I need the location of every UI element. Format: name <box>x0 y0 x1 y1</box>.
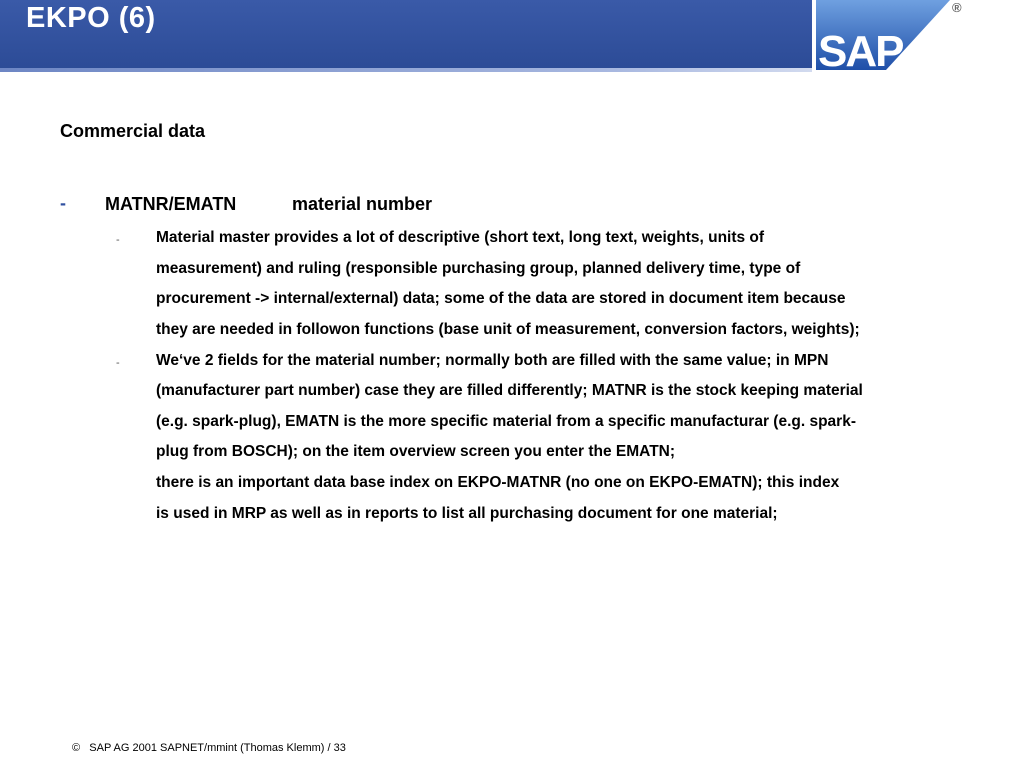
sap-logo-icon <box>812 0 1024 72</box>
body-line: We‘ve 2 fields for the material number; normally both are filled with the same value; in MPN <box>156 352 829 369</box>
sap-logo <box>812 0 1024 72</box>
body-line: there is an important data base index on EKPO-MATNR (no one on EKPO-EMATN); this index <box>156 474 840 491</box>
bullet-dash: - <box>60 193 66 213</box>
field-name: MATNR/EMATN <box>105 194 237 214</box>
field-description: material number <box>292 194 433 214</box>
sub-bullet-dash: - <box>116 357 120 369</box>
body-line: (manufacturer part number) case they are filled differently; MATNR is the stock keeping material <box>156 382 863 399</box>
body-line: is used in MRP as well as in reports to list all purchasing document for one material; <box>156 505 778 522</box>
body-line: they are needed in followon functions (base unit of measurement, conversion factors, weights); <box>156 321 860 338</box>
footer <box>72 742 346 754</box>
body-line: procurement -> internal/external) data; some of the data are stored in document item because <box>156 290 846 307</box>
body-line: measurement) and ruling (responsible purchasing group, planned delivery time, type of <box>156 260 801 277</box>
section-title: Commercial data <box>60 121 206 141</box>
registered-mark: ® <box>952 0 962 15</box>
footer-text: SAP AG 2001 SAPNET/mmint (Thomas Klemm) / 33 <box>89 742 346 754</box>
copyright-icon: © <box>72 742 81 754</box>
slide-title: EKPO (6) <box>26 2 156 34</box>
body-line: Material master provides a lot of descriptive (short text, long text, weights, units of <box>156 229 765 246</box>
body-line: (e.g. spark-plug), EMATN is the more specific material from a specific manufacturar (e.g. spark- <box>156 413 856 430</box>
body-line: plug from BOSCH); on the item overview screen you enter the EMATN; <box>156 443 676 460</box>
sub-bullet-dash: - <box>116 234 120 246</box>
sap-logo-text: SAP <box>818 27 903 72</box>
